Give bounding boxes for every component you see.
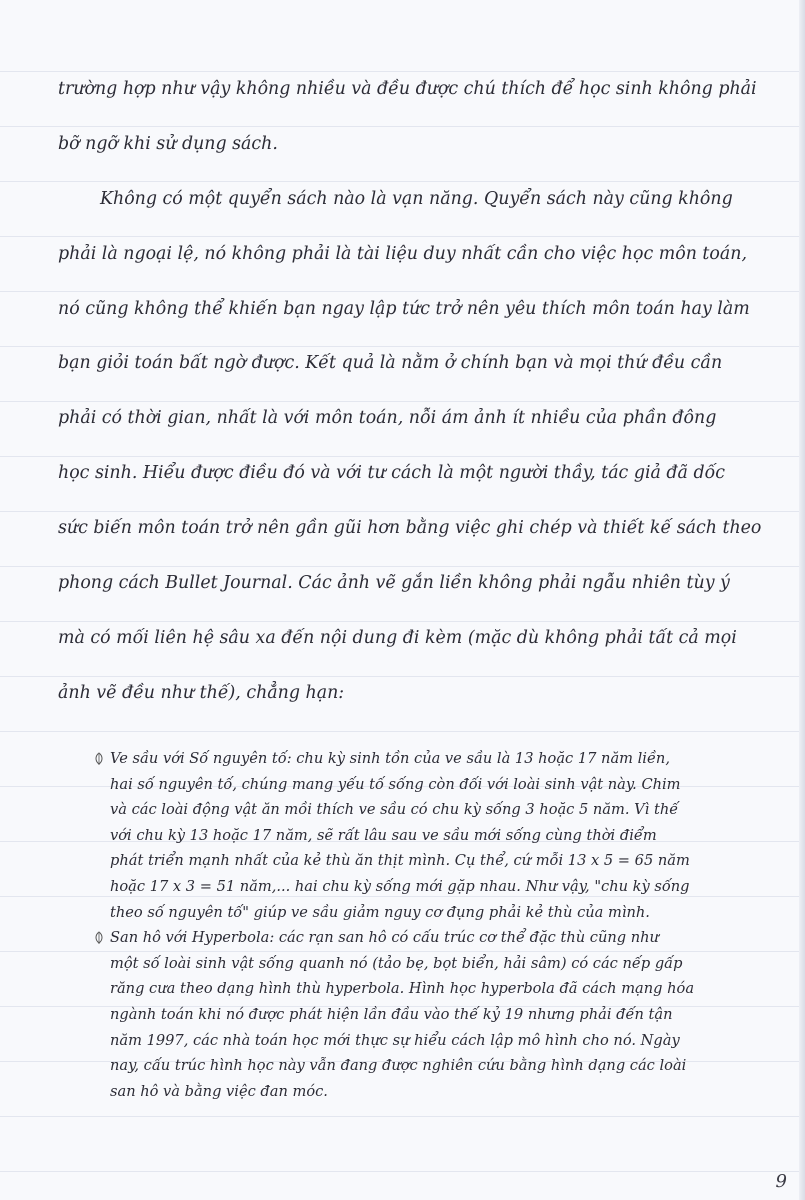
bullet-line: hoặc 17 x 3 = 51 năm,... hai chu kỳ sống mới gặp nhau. Như vậy, "chu kỳ sống [110,877,690,895]
text-line: bạn giỏi toán bất ngờ được. Kết quả là nằm ở chính bạn và mọi thứ đều cần [58,353,723,374]
bullet-line: san hô và bằng việc đan móc. [110,1082,328,1100]
bullet-line: nay, cấu trúc hình học này vẫn đang được nghiên cứu bằng hình dạng các loài [110,1057,687,1075]
leaf-icon [94,752,104,766]
bullet-list [94,746,774,1104]
text-line: trường hợp như vậy không nhiều và đều được chú thích để học sinh không phải [58,79,757,99]
text-line: phải có thời gian, nhất là với môn toán, nỗi ám ảnh ít nhiều của phần đông [58,408,717,429]
text-line: phải là ngoại lệ, nó không phải là tài liệu duy nhất cần cho việc học môn toán, [58,243,747,264]
bullet-line: một số loài sinh vật sống quanh nó (tảo bẹ, bọt biển, hải sâm) có các nếp gấp [110,954,683,972]
bullet-line: hai số nguyên tố, chúng mang yếu tố sống còn đối với loài sinh vật này. Chim [110,775,681,793]
bullet-line: và các loài động vật ăn mồi thích ve sầu có chu kỳ sống 3 hoặc 5 năm. Vì thế [110,801,679,819]
text-line: nó cũng không thể khiến bạn ngay lập tức trở nên yêu thích môn toán hay làm [58,298,750,319]
text-line: mà có mối liên hệ sâu xa đến nội dung đi kèm (mặc dù không phải tất cả mọi [58,627,737,648]
bullet-item-cicada [94,746,774,925]
bullet-line: năm 1997, các nhà toán học mới thực sự hiểu cách lập mô hình cho nó. Ngày [110,1031,680,1049]
page-number: 9 [775,1171,787,1192]
bullet-line: răng cưa theo dạng hình thù hyperbola. Hình học hyperbola đã cách mạng hóa [110,980,695,998]
page-edge [799,0,805,1200]
leaf-icon [94,931,104,945]
bullet-line: ngành toán khi nó được phát hiện lần đầu vào thế kỷ 19 nhưng phải đến tận [110,1005,673,1023]
text-line: phong cách Bullet Journal. Các ảnh vẽ gắn liền không phải ngẫu nhiên tùy ý [58,573,730,594]
text-line: ảnh vẽ đều như thế), chẳng hạn: [58,682,345,703]
text-line: Không có một quyển sách nào là vạn năng. Quyển sách này cũng không [100,188,733,209]
text-line: sức biến môn toán trở nên gần gũi hơn bằng việc ghi chép và thiết kế sách theo [58,518,762,539]
text-line: bỡ ngỡ khi sử dụng sách. [58,133,278,154]
bullet-line: San hô với Hyperbola: các rạn san hô có cấu trúc cơ thể đặc thù cũng như [110,929,659,947]
bullet-item-coral [94,925,774,1104]
bullet-line: theo số nguyên tố" giúp ve sầu giảm nguy cơ đụng phải kẻ thù của mình. [110,903,650,921]
main-text [58,62,770,721]
bullet-line: với chu kỳ 13 hoặc 17 năm, sẽ rất lâu sau ve sầu mới sống cùng thời điểm [110,826,657,844]
bullet-line: phát triển mạnh nhất của kẻ thù ăn thịt mình. Cụ thể, cứ mỗi 13 x 5 = 65 năm [110,852,690,870]
bullet-line: Ve sầu với Số nguyên tố: chu kỳ sinh tồn của ve sầu là 13 hoặc 17 năm liền, [110,750,670,767]
text-line: học sinh. Hiểu được điều đó và với tư cách là một người thầy, tác giả đã dốc [58,463,725,484]
